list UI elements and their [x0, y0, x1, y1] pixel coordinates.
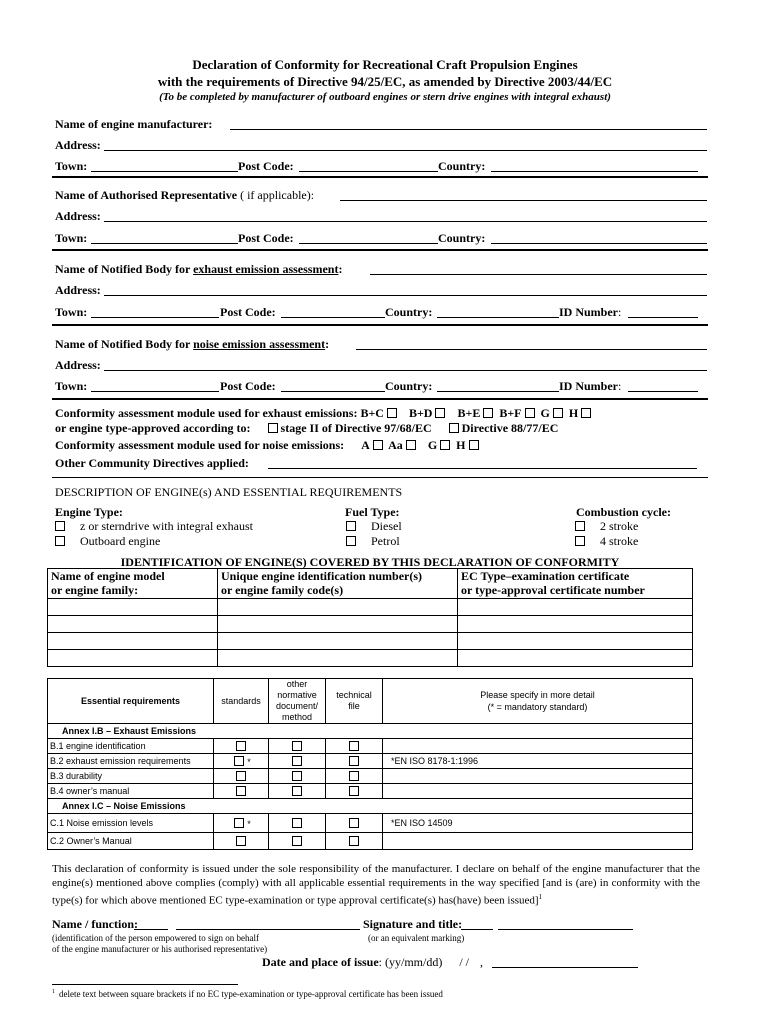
manufacturer-name-field[interactable] — [230, 129, 707, 130]
c2-specify[interactable] — [383, 833, 693, 850]
checkbox[interactable] — [292, 786, 302, 796]
notified-noise-id-label — [559, 379, 621, 394]
subtitle: (To be completed by manufacturer of outboard engines or stern drive engines with integral exhaust) — [159, 91, 611, 103]
representative-town-field[interactable] — [91, 243, 238, 244]
notified-noise-address-field[interactable] — [104, 370, 707, 371]
c1-specify[interactable] — [383, 814, 693, 833]
checkbox-g[interactable] — [553, 408, 563, 418]
section-divider — [52, 249, 708, 251]
notified-exhaust-postcode-label: Post Code: — [220, 305, 276, 319]
date-place-field[interactable] — [492, 967, 638, 968]
exhaust-module-label: Conformity assessment module used for exhaust emissions: — [55, 406, 358, 420]
notified-noise-name-field[interactable] — [356, 349, 707, 350]
checkbox[interactable] — [292, 836, 302, 846]
h-standards: standards — [214, 679, 269, 724]
checkbox[interactable] — [292, 771, 302, 781]
table-row — [48, 833, 693, 850]
b1-other — [269, 739, 326, 754]
b4-specify[interactable] — [383, 784, 693, 799]
date-slashes: / / — [459, 955, 470, 969]
checkbox[interactable] — [349, 818, 359, 828]
notified-exhaust-label — [55, 262, 342, 277]
representative-country-field[interactable] — [491, 243, 707, 244]
b1-technical — [326, 739, 383, 754]
name-note-2: of the engine manufacturer or his authorised representative) — [52, 944, 268, 954]
checkbox[interactable] — [349, 786, 359, 796]
b4-label: B.4 owner’s manual — [48, 784, 214, 799]
checkbox-petrol[interactable] — [346, 536, 356, 546]
checkbox-engine-z[interactable] — [55, 521, 65, 531]
c1-standards — [214, 814, 269, 833]
notified-noise-id-field[interactable] — [628, 391, 698, 392]
notified-exhaust-postcode-field[interactable] — [281, 317, 385, 318]
table-row[interactable] — [48, 616, 693, 633]
checkbox[interactable] — [349, 836, 359, 846]
table-row[interactable] — [48, 633, 693, 650]
notified-noise-country-field[interactable] — [437, 391, 559, 392]
identification-heading: IDENTIFICATION OF ENGINE(S) COVERED BY THIS DECLARATION OF CONFORMITY — [120, 555, 620, 569]
mandatory-star: * — [247, 756, 251, 767]
checkbox[interactable] — [349, 771, 359, 781]
declaration-footnote-mark: 1 — [538, 893, 543, 901]
manufacturer-address-label: Address: — [55, 138, 101, 152]
notified-noise-prefix: Name of Notified Body for — [55, 337, 194, 351]
engine-type-z-label: z or sterndrive with integral exhaust — [80, 519, 253, 533]
notified-exhaust-address-label: Address: — [55, 283, 101, 297]
notified-noise-town-label: Town: — [55, 379, 88, 393]
checkbox[interactable] — [349, 756, 359, 766]
signature-field-2[interactable] — [498, 929, 633, 930]
manufacturer-country-label: Country: — [438, 159, 486, 173]
table-row — [48, 754, 693, 769]
declaration-text — [52, 862, 700, 908]
checkbox-engine-outboard[interactable] — [55, 536, 65, 546]
representative-town-label: Town: — [55, 231, 88, 245]
checkbox-dir88[interactable] — [449, 423, 459, 433]
manufacturer-postcode-label: Post Code: — [238, 159, 294, 173]
date-place-row — [262, 955, 483, 970]
noise-module-row — [55, 438, 482, 453]
notified-noise-country-label: Country: — [385, 379, 433, 393]
identification-table — [47, 568, 693, 667]
c2-other — [269, 833, 326, 850]
typeapproved-label: or engine type-approved according to: — [55, 421, 251, 435]
b3-other — [269, 769, 326, 784]
id-number-label: ID Number — [559, 379, 618, 393]
id-number-colon: : — [618, 379, 622, 393]
representative-postcode-label: Post Code: — [238, 231, 294, 245]
module-bc: B+C — [360, 406, 384, 420]
representative-address-field[interactable] — [104, 221, 707, 222]
module-bd: B+D — [408, 406, 433, 420]
b4-standards — [214, 784, 269, 799]
table-row[interactable] — [48, 599, 693, 616]
checkbox-h[interactable] — [581, 408, 591, 418]
checkbox[interactable] — [236, 786, 246, 796]
checkbox[interactable] — [292, 756, 302, 766]
representative-country-label: Country: — [438, 231, 486, 245]
notified-exhaust-id-label — [559, 305, 621, 320]
engine-type-option-z — [52, 519, 253, 534]
c1-other — [269, 814, 326, 833]
notified-exhaust-id-field[interactable] — [628, 317, 698, 318]
notified-exhaust-name-field[interactable] — [370, 274, 707, 275]
requirements-table — [47, 678, 693, 850]
section-divider — [52, 398, 708, 400]
col-certificate-number: EC Type–examination certificate or type-approval certificate number — [458, 569, 693, 599]
typeapproved-row — [55, 421, 558, 436]
col-identification-number: Unique engine identification number(s) or engine family code(s) — [218, 569, 458, 599]
manufacturer-town-field[interactable] — [91, 171, 238, 172]
checkbox[interactable] — [292, 741, 302, 751]
representative-applicable: ( if applicable): — [237, 188, 315, 202]
table-row — [48, 769, 693, 784]
title-line-1: Declaration of Conformity for Recreational Craft Propulsion Engines — [192, 57, 578, 72]
checkbox-noise-a[interactable] — [373, 440, 383, 450]
checkbox[interactable] — [234, 756, 244, 766]
representative-address-label: Address: — [55, 209, 101, 223]
c2-technical — [326, 833, 383, 850]
h-essential: Essential requirements — [48, 679, 214, 724]
checkbox[interactable] — [292, 818, 302, 828]
engine-type-label: Engine Type: — [55, 505, 123, 519]
checkbox-bc[interactable] — [387, 408, 397, 418]
checkbox[interactable] — [236, 741, 246, 751]
manufacturer-postcode-field[interactable] — [299, 171, 438, 172]
name-function-label: Name / function: — [52, 917, 138, 931]
b3-standards — [214, 769, 269, 784]
representative-name-field[interactable] — [340, 200, 707, 201]
notified-exhaust-country-label: Country: — [385, 305, 433, 319]
b1-label: B.1 engine identification — [48, 739, 214, 754]
annex-b-label: Annex I.B – Exhaust Emissions — [48, 724, 214, 739]
annex-b-row — [48, 724, 693, 739]
b4-technical — [326, 784, 383, 799]
annex-c-row — [48, 799, 693, 814]
checkbox-noise-aa[interactable] — [406, 440, 416, 450]
id-number-colon: : — [618, 305, 622, 319]
checkbox-noise-h[interactable] — [469, 440, 479, 450]
annex-c-label: Annex I.C – Noise Emissions — [48, 799, 214, 814]
other-directives-label: Other Community Directives applied: — [55, 456, 249, 470]
stage2-label: stage II of Directive 97/68/EC — [280, 421, 432, 435]
b2-other — [269, 754, 326, 769]
title-line-2: with the requirements of Directive 94/25/EC, as amended by Directive 2003/44/EC — [157, 74, 613, 89]
id-number-label: ID Number — [559, 305, 618, 319]
description-heading: DESCRIPTION OF ENGINE(s) AND ESSENTIAL REQUIREMENTS — [55, 485, 403, 499]
section-divider — [52, 176, 708, 178]
b2-standards — [214, 754, 269, 769]
b2-technical — [326, 754, 383, 769]
checkbox-be[interactable] — [483, 408, 493, 418]
notified-noise-underlined: noise emission assessment — [193, 337, 326, 351]
mandatory-star: * — [247, 818, 251, 829]
representative-label: Name of Authorised Representative — [55, 188, 238, 202]
signature-label: Signature and title: — [363, 917, 463, 931]
date-format: : (yy/mm/dd) — [378, 955, 443, 969]
checkbox-diesel[interactable] — [346, 521, 356, 531]
table-row[interactable] — [48, 650, 693, 667]
other-directives-field[interactable] — [268, 468, 697, 469]
footnote-divider — [52, 984, 238, 985]
checkbox[interactable] — [349, 741, 359, 751]
noise-module-label: Conformity assessment module used for noise emissions: — [55, 438, 345, 452]
requirements-header-row — [48, 679, 693, 724]
fuel-type-label: Fuel Type: — [345, 505, 400, 519]
checkbox-bf[interactable] — [525, 408, 535, 418]
c1-note: *EN ISO 14509 — [391, 818, 453, 828]
notified-exhaust-town-label: Town: — [55, 305, 88, 319]
c1-technical — [326, 814, 383, 833]
notified-noise-postcode-label: Post Code: — [220, 379, 276, 393]
b3-label: B.3 durability — [48, 769, 214, 784]
notified-exhaust-suffix: : — [338, 262, 343, 276]
declaration-body: This declaration of conformity is issued under the sole responsibility of the manufacturer. I declare on behalf of the engine manufacturer that the engine(s) mentioned above complies (comply) with all applicable essential requirements in the way specified [and is (are) in conformity with the type(s) for which above mentioned EC type-examination or type approval certificate(s) has(have) been issued] — [52, 863, 700, 907]
b2-label: B.2 exhaust emission requirements — [48, 754, 214, 769]
name-note-1: (identification of the person empowered to sign on behalf — [52, 933, 259, 943]
notified-exhaust-prefix: Name of Notified Body for — [55, 262, 194, 276]
notified-noise-town-field[interactable] — [91, 391, 219, 392]
noise-module-a: A — [361, 438, 370, 452]
h-specify: Please specify in more detail (* = mandatory standard) — [383, 679, 693, 724]
c2-label: C.2 Owner’s Manual — [48, 833, 214, 850]
b2-note: *EN ISO 8178-1:1996 — [391, 756, 479, 766]
b3-specify[interactable] — [383, 769, 693, 784]
notified-exhaust-town-field[interactable] — [91, 317, 219, 318]
manufacturer-name-label: Name of engine manufacturer: — [55, 117, 213, 131]
module-h: H — [568, 406, 579, 420]
notified-noise-address-label: Address: — [55, 358, 101, 372]
noise-module-h: H — [456, 438, 466, 452]
c1-label: C.1 Noise emission levels — [48, 814, 214, 833]
b1-specify[interactable] — [383, 739, 693, 754]
footnote — [52, 989, 443, 999]
notified-noise-label — [55, 337, 329, 352]
c2-standards — [214, 833, 269, 850]
footnote-text: delete text between square brackets if no EC type-examination or type-approval certificate has been issued — [59, 989, 443, 999]
manufacturer-country-field[interactable] — [491, 171, 698, 172]
table-row — [48, 739, 693, 754]
table-row — [48, 784, 693, 799]
name-function-field[interactable] — [134, 929, 168, 930]
noise-module-g: G — [427, 438, 438, 452]
exhaust-module-row — [55, 406, 594, 421]
fuel-option-petrol — [343, 534, 400, 549]
name-function-field-2[interactable] — [176, 929, 360, 930]
b4-other — [269, 784, 326, 799]
combustion-option-4 — [572, 534, 638, 549]
fuel-petrol-label: Petrol — [371, 534, 400, 548]
checkbox[interactable] — [236, 836, 246, 846]
footnote-mark: 1 — [52, 989, 55, 995]
checkbox-4stroke[interactable] — [575, 536, 585, 546]
b3-technical — [326, 769, 383, 784]
engine-type-outboard-label: Outboard engine — [80, 534, 161, 548]
table-row — [48, 814, 693, 833]
engine-type-option-outboard — [52, 534, 160, 549]
notified-exhaust-country-field[interactable] — [437, 317, 559, 318]
date-label: Date and place of issue — [262, 955, 379, 969]
fuel-option-diesel — [343, 519, 402, 534]
h-technical: technical file — [326, 679, 383, 724]
signature-note: (or an equivalent marking) — [368, 933, 465, 943]
manufacturer-town-label: Town: — [55, 159, 88, 173]
combustion-4stroke-label: 4 stroke — [600, 534, 639, 548]
notified-noise-postcode-field[interactable] — [281, 391, 385, 392]
dir88-label: Directive 88/77/EC — [461, 421, 559, 435]
h-other: other normative document/ method — [269, 679, 326, 724]
representative-postcode-field[interactable] — [299, 243, 438, 244]
date-comma: , — [480, 955, 484, 969]
col-engine-model: Name of engine model or engine family: — [48, 569, 218, 599]
fuel-diesel-label: Diesel — [371, 519, 402, 533]
section-divider — [52, 477, 708, 478]
checkbox-2stroke[interactable] — [575, 521, 585, 531]
representative-name-label — [55, 188, 314, 203]
checkbox-noise-g[interactable] — [440, 440, 450, 450]
section-divider — [52, 324, 708, 326]
combustion-option-2 — [572, 519, 638, 534]
manufacturer-address-field[interactable] — [104, 150, 707, 151]
notified-exhaust-address-field[interactable] — [104, 295, 707, 296]
checkbox-bd[interactable] — [435, 408, 445, 418]
combustion-label: Combustion cycle: — [576, 505, 671, 519]
module-g: G — [540, 406, 550, 420]
table-header-row — [48, 569, 693, 599]
checkbox[interactable] — [236, 771, 246, 781]
checkbox-stage2[interactable] — [268, 423, 278, 433]
module-bf: B+F — [499, 406, 522, 420]
notified-noise-suffix: : — [325, 337, 330, 351]
module-be: B+E — [457, 406, 481, 420]
b1-standards — [214, 739, 269, 754]
combustion-2stroke-label: 2 stroke — [600, 519, 639, 533]
checkbox[interactable] — [234, 818, 244, 828]
signature-field[interactable] — [461, 929, 493, 930]
noise-module-aa: Aa — [388, 438, 403, 452]
b2-specify[interactable] — [383, 754, 693, 769]
notified-exhaust-underlined: exhaust emission assessment — [193, 262, 339, 276]
